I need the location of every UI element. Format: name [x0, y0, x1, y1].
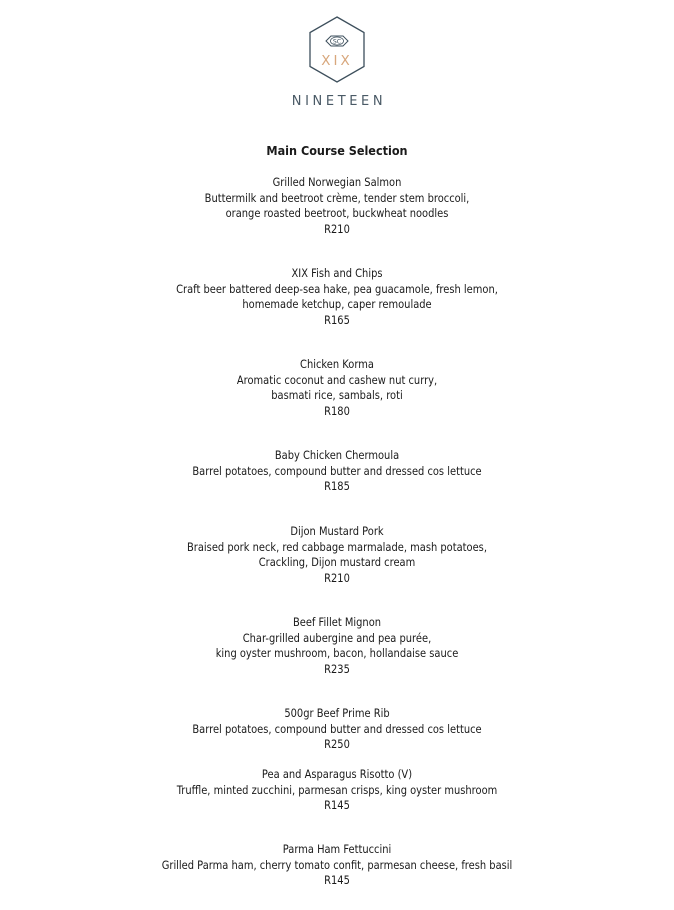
menu-item	[0, 767, 674, 814]
hexagon-logo-icon	[306, 14, 368, 86]
dish-price: R210	[324, 570, 350, 585]
dish-name: Dijon Mustard Pork	[290, 524, 384, 538]
dish-description: basmati rice, sambals, roti	[271, 388, 403, 402]
menu-item	[0, 175, 674, 237]
menu-item	[0, 615, 674, 677]
menu-item	[0, 266, 674, 328]
dish-name: 500gr Beef Prime Rib	[284, 706, 390, 720]
dish-price: R185	[324, 479, 350, 493]
dish-name: Baby Chicken Chermoula	[274, 448, 400, 462]
dish-name: Grilled Norwegian Salmon	[272, 175, 402, 189]
dish-description: Crackling, Dijon mustard cream	[258, 555, 416, 569]
menu-item	[0, 706, 674, 753]
dish-price: R165	[324, 312, 350, 327]
dish-price: R235	[324, 661, 350, 676]
dish-description: Barrel potatoes, compound butter and dressed cos lettuce	[192, 721, 482, 736]
dish-name: Parma Ham Fettuccini	[282, 842, 392, 856]
dish-name: Chicken Korma	[300, 357, 374, 371]
dish-description: Barrel potatoes, compound butter and dressed cos lettuce	[192, 463, 482, 478]
logo-badge-text: SC	[332, 38, 342, 46]
dish-price: R180	[324, 403, 350, 418]
dish-description: Char-grilled aubergine and pea purée,	[242, 630, 432, 645]
dish-description: Aromatic coconut and cashew nut curry,	[236, 372, 438, 387]
logo-numeral: XIX	[321, 53, 353, 69]
brand-name: NINETEEN	[291, 94, 387, 109]
dish-name: Beef Fillet Mignon	[292, 615, 382, 629]
dish-description: king oyster mushroom, bacon, hollandaise sauce	[215, 646, 459, 660]
menu-item	[0, 524, 674, 586]
menu-item	[0, 448, 674, 495]
menu-item	[0, 357, 674, 419]
dish-description: Craft beer battered deep-sea hake, pea guacamole, fresh lemon,	[176, 281, 498, 296]
dish-description: Braised pork neck, red cabbage marmalade, mash potatoes,	[187, 539, 487, 554]
dish-price: R145	[324, 873, 350, 887]
dish-description: Buttermilk and beetroot crème, tender stem broccoli,	[204, 190, 470, 205]
dish-description: Truffle, minted zucchini, parmesan crisps, king oyster mushroom	[176, 782, 498, 797]
dish-price: R250	[324, 737, 350, 751]
dish-price: R145	[324, 798, 350, 812]
dish-description: orange roasted beetroot, buckwheat noodles	[225, 206, 449, 220]
dish-name: XIX Fish and Chips	[291, 266, 383, 280]
dish-description: homemade ketchup, caper remoulade	[242, 297, 432, 311]
dish-price: R210	[324, 221, 350, 236]
dish-description: Grilled Parma ham, cherry tomato confit, parmesan cheese, fresh basil	[161, 857, 513, 872]
menu-item	[0, 842, 674, 889]
dish-name: Pea and Asparagus Risotto (V)	[261, 767, 413, 781]
page-title: Main Course Selection	[266, 143, 408, 158]
